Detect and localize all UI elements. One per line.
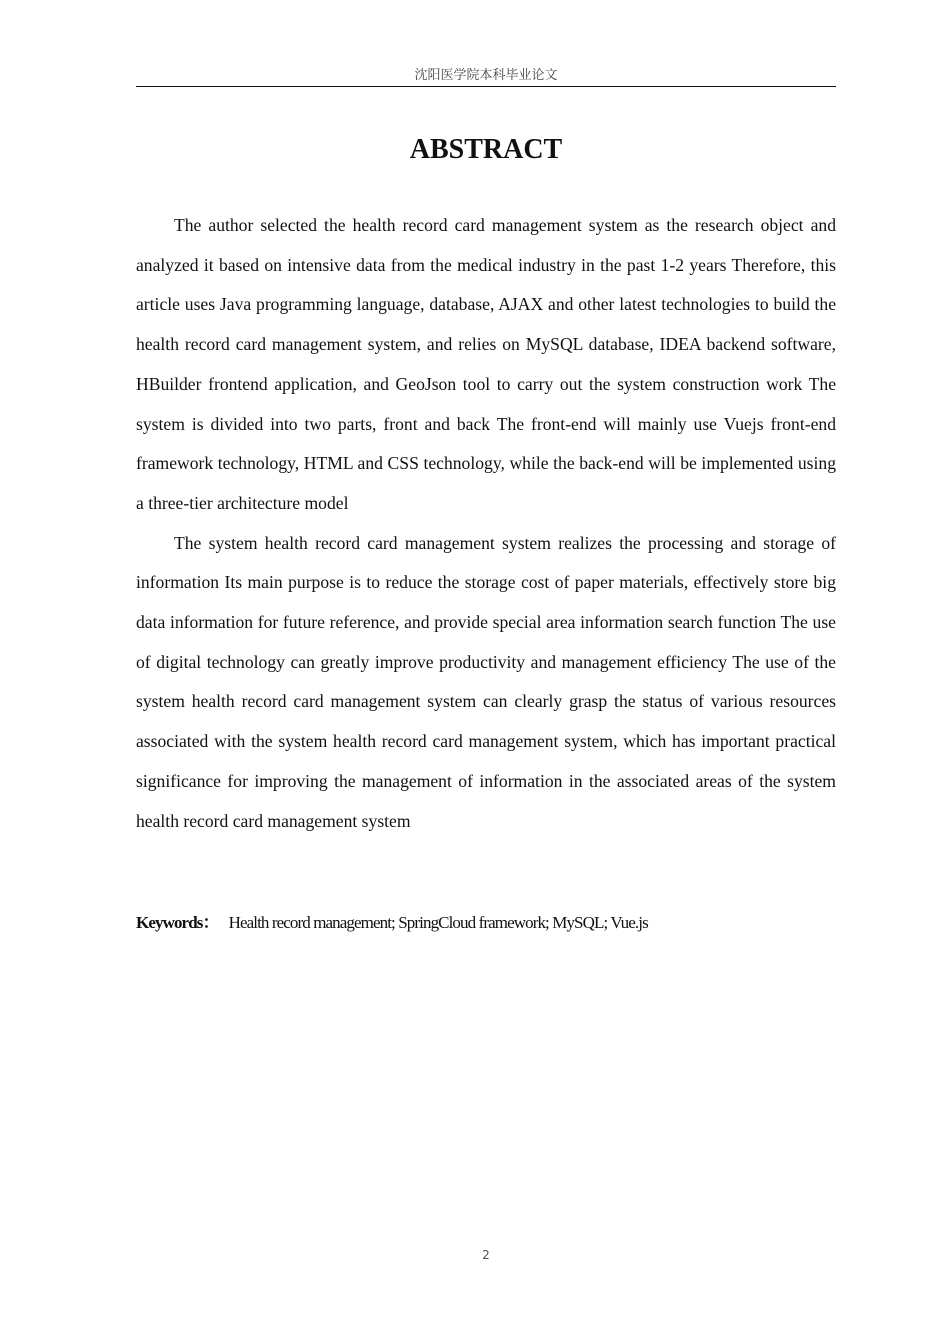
running-header: 沈阳医学院本科毕业论文 — [414, 68, 558, 83]
keywords-text: Health record management; SpringCloud framework; MySQL; Vue.js — [228, 913, 648, 932]
keywords-separator: ： — [202, 913, 219, 932]
abstract-title: ABSTRACT — [409, 134, 563, 165]
abstract-paragraph-1: The author selected the health record card management system as the research object and analyzed it based on intensive data from the medical industry in the past 1-2 years Therefore, this article uses Java programming language, database, AJAX and other latest technologies to build the health record card management system, and relies on MySQL database, IDEA backend software, HBuilder frontend application, and GeoJson tool to carry out the system construction work The system is divided into two parts, front and back The front-end will mainly use Vuejs front-end framework technology, HTML and CSS technology, while the back-end will be implemented using a three-tier architecture model — [136, 215, 836, 513]
keywords-line — [136, 910, 836, 936]
header-divider — [136, 86, 836, 87]
page-number: 2 — [482, 1248, 490, 1262]
abstract-paragraph-2: The system health record card management system realizes the processing and storage of information Its main purpose is to reduce the storage cost of paper materials, effectively store big data information for future reference, and provide special area information search function The use of digital technology can greatly improve productivity and management efficiency The use of the system health record card management system can clearly grasp the status of various resources associated with the system health record card management system, which has important practical significance for improving the management of information in the associated areas of the system health record card management system — [136, 532, 836, 831]
keywords-label: Keywords — [136, 913, 203, 932]
abstract-body — [136, 206, 836, 841]
